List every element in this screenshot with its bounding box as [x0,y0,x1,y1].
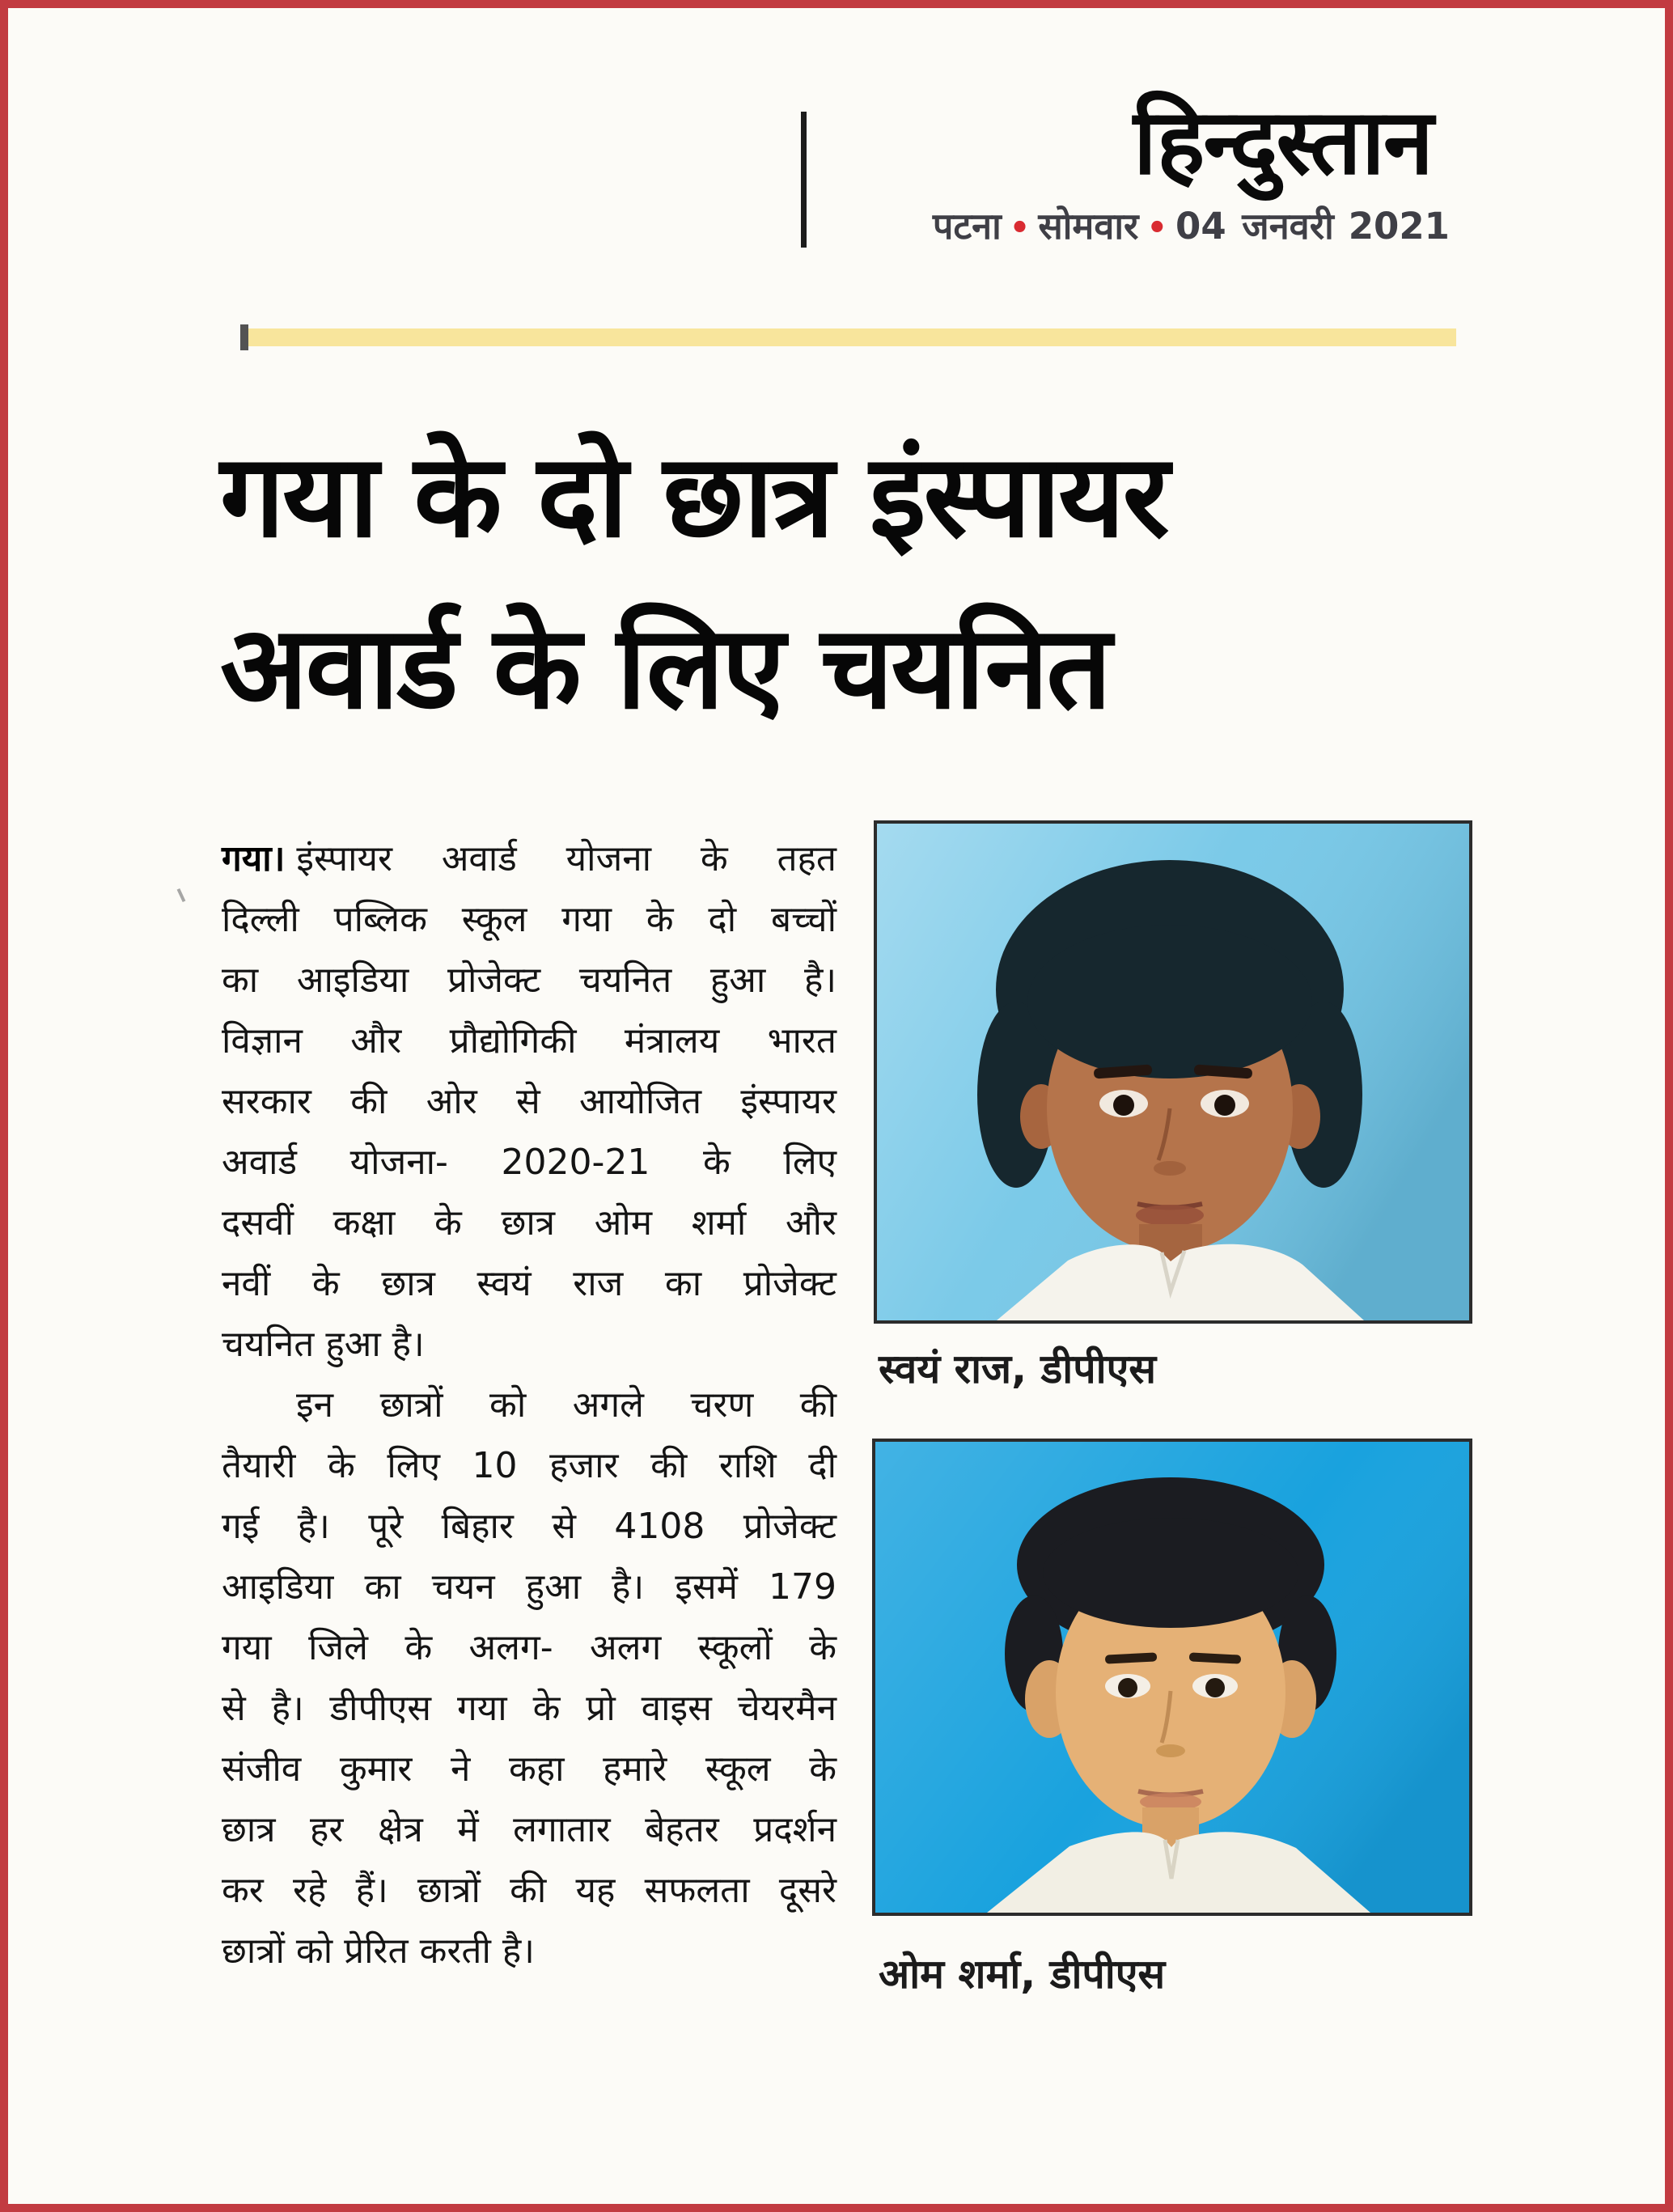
body-line: से है। डीपीएस गया के प्रो वाइस चेयरमैन [222,1688,836,1729]
headline-line-1: गया के दो छात्र इंस्पायर [220,430,1167,563]
body-line: चयनित हुआ है। [222,1324,425,1365]
body-line: आइडिया का चयन हुआ है। इसमें 179 [222,1566,836,1608]
dateline-day: सोमवार [1038,205,1139,248]
body-line: तैयारी के लिए 10 हजार की राशि दी [222,1445,836,1486]
dateline [681,201,1450,250]
body-line: दसवीं कक्षा के छात्र ओम शर्मा और [222,1202,836,1244]
scan-artifact-mark [177,888,186,902]
dateline-bullet-icon: • [1146,210,1168,247]
portrait-2-illustration [875,1442,1469,1913]
body-line: कर रहे हैं। छात्रों की यह सफलता दूसरे [222,1870,836,1911]
photo-student-om-sharma [872,1439,1472,1916]
portrait-1-illustration [877,824,1469,1320]
photo-caption-2: ओम शर्मा, डीपीएस [879,1951,1166,1998]
article-body [222,828,836,1981]
accent-bar-tick [240,324,248,350]
body-line: विज्ञान और प्रौद्योगिकी मंत्रालय भारत [222,1020,836,1062]
headline-line-2: अवार्ड के लिए चयनित [220,601,1110,735]
body-line: गया। इंस्पायर अवार्ड योजना के तहत [222,838,836,879]
photo-student-swayam-raj [874,820,1472,1324]
body-line: नवीं के छात्र स्वयं राज का प्रोजेक्ट [222,1263,836,1304]
body-line: छात्र हर क्षेत्र में लगातार बेहतर प्रदर्शन [222,1809,836,1850]
body-line: अवार्ड योजना- 2020-21 के लिए [222,1142,836,1183]
dateline-date: 04 जनवरी [1175,205,1334,248]
body-line: संजीव कुमार ने कहा हमारे स्कूल के [222,1748,836,1790]
dateline-year: 2021 [1348,205,1450,248]
dateline-bullet-icon: • [1009,210,1031,247]
body-line: दिल्ली पब्लिक स्कूल गया के दो बच्चों [222,899,836,940]
section-accent-bar [241,328,1456,346]
body-line: सरकार की ओर से आयोजित इंस्पायर [222,1081,836,1122]
article-headline [220,411,1167,754]
body-line: का आइडिया प्रोजेक्ट चयनित हुआ है। [222,960,836,1001]
photo-caption-1: स्वयं राज, डीपीएस [879,1345,1157,1392]
dateline-lead: गया। [222,838,286,879]
newspaper-title: हिन्दुस्तान [1133,90,1432,195]
body-line: छात्रों को प्रेरित करती है। [222,1930,535,1972]
body-line: गया जिले के अलग- अलग स्कूलों के [222,1627,836,1668]
body-line: गई है। पूरे बिहार से 4108 प्रोजेक्ट [222,1506,836,1547]
dateline-city: पटना [932,205,1002,248]
body-line: इन छात्रों को अगले चरण की [296,1384,836,1426]
